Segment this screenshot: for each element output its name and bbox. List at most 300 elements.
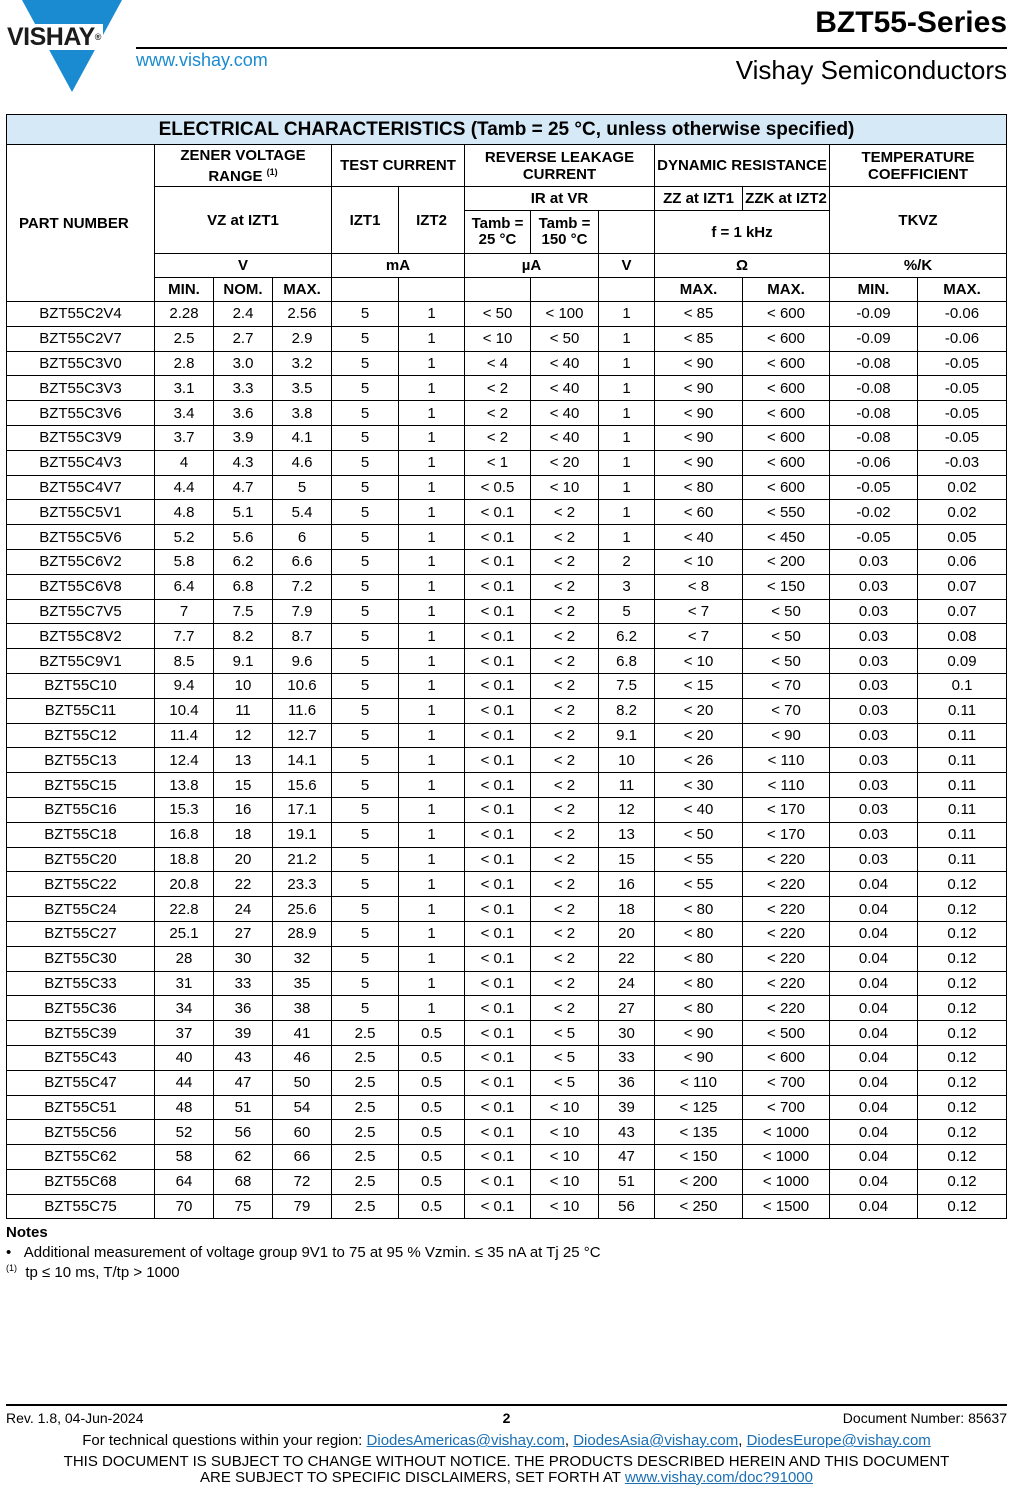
- value-cell: 47: [214, 1070, 273, 1095]
- value-cell: 6: [273, 525, 332, 550]
- table-row: [7, 1021, 1007, 1046]
- value-cell: 0.5: [399, 1021, 465, 1046]
- disclaimer: [6, 1454, 1007, 1486]
- value-cell: 6.2: [599, 624, 655, 649]
- value-cell: < 0.1: [465, 1120, 531, 1145]
- table-row: [7, 1070, 1007, 1095]
- value-cell: 1: [399, 773, 465, 798]
- value-cell: 0.12: [918, 1021, 1007, 1046]
- part-number-cell: BZT55C3V0: [7, 351, 155, 376]
- value-cell: < 0.1: [465, 624, 531, 649]
- value-cell: < 450: [743, 525, 830, 550]
- value-cell: 0.03: [830, 847, 918, 872]
- value-cell: < 2: [531, 624, 599, 649]
- value-cell: < 2: [531, 996, 599, 1021]
- value-cell: 9.4: [155, 673, 214, 698]
- part-number-cell: BZT55C15: [7, 773, 155, 798]
- value-cell: 10.6: [273, 673, 332, 698]
- value-cell: < 7: [655, 599, 743, 624]
- value-cell: 0.07: [918, 599, 1007, 624]
- value-cell: < 2: [531, 525, 599, 550]
- header-vz-at-izt1: VZ at IZT1: [155, 187, 332, 254]
- value-cell: -0.05: [918, 376, 1007, 401]
- value-cell: < 55: [655, 847, 743, 872]
- part-number-cell: BZT55C18: [7, 822, 155, 847]
- value-cell: 1: [399, 996, 465, 1021]
- value-cell: 0.04: [830, 872, 918, 897]
- value-cell: 36: [599, 1070, 655, 1095]
- value-cell: 7: [155, 599, 214, 624]
- value-cell: 2.5: [332, 1120, 399, 1145]
- value-cell: 9.6: [273, 649, 332, 674]
- value-cell: 4.1: [273, 425, 332, 450]
- value-cell: 48: [155, 1095, 214, 1120]
- table-row: [7, 500, 1007, 525]
- header-izt1: IZT1: [332, 187, 399, 254]
- value-cell: -0.06: [918, 302, 1007, 327]
- value-cell: < 0.1: [465, 872, 531, 897]
- table-row: [7, 1169, 1007, 1194]
- value-cell: 1: [399, 649, 465, 674]
- footer-rule: [6, 1404, 1007, 1406]
- value-cell: < 2: [531, 500, 599, 525]
- table-body: [7, 302, 1007, 1219]
- table-row: [7, 872, 1007, 897]
- value-cell: 0.03: [830, 797, 918, 822]
- value-cell: 6.8: [599, 649, 655, 674]
- value-cell: 0.03: [830, 649, 918, 674]
- value-cell: -0.05: [830, 475, 918, 500]
- value-cell: 39: [214, 1021, 273, 1046]
- value-cell: 5: [599, 599, 655, 624]
- revision: Rev. 1.8, 04-Jun-2024: [6, 1410, 144, 1426]
- table-row: [7, 723, 1007, 748]
- value-cell: 2.5: [332, 1045, 399, 1070]
- value-cell: 56: [214, 1120, 273, 1145]
- value-cell: 5: [332, 500, 399, 525]
- unit-pct-k: %/K: [830, 254, 1007, 278]
- disclaimer-line-2: [6, 1470, 1007, 1486]
- email-asia-link[interactable]: DiodesAsia@vishay.com: [573, 1432, 739, 1449]
- part-number-cell: BZT55C2V4: [7, 302, 155, 327]
- technical-contact-line: For technical questions within your region: DiodesAmericas@vishay.com, DiodesAsia@vishay.com, DiodesEurope@vishay.com: [82, 1432, 931, 1449]
- value-cell: 15.3: [155, 797, 214, 822]
- value-cell: < 10: [531, 1169, 599, 1194]
- value-cell: < 0.1: [465, 996, 531, 1021]
- value-cell: 1: [399, 698, 465, 723]
- value-cell: 18.8: [155, 847, 214, 872]
- value-cell: 12: [599, 797, 655, 822]
- website-link[interactable]: www.vishay.com: [136, 50, 268, 70]
- value-cell: < 0.1: [465, 599, 531, 624]
- value-cell: 33: [599, 1045, 655, 1070]
- value-cell: < 2: [465, 376, 531, 401]
- table-row: [7, 921, 1007, 946]
- value-cell: < 10: [465, 326, 531, 351]
- value-cell: 4: [155, 450, 214, 475]
- value-cell: < 1000: [743, 1145, 830, 1170]
- table-row: [7, 1120, 1007, 1145]
- value-cell: < 0.1: [465, 698, 531, 723]
- value-cell: < 2: [531, 673, 599, 698]
- value-cell: 10: [214, 673, 273, 698]
- value-cell: 5: [332, 723, 399, 748]
- value-cell: 5: [332, 599, 399, 624]
- value-cell: 52: [155, 1120, 214, 1145]
- value-cell: < 40: [531, 376, 599, 401]
- value-cell: 0.1: [918, 673, 1007, 698]
- value-cell: < 700: [743, 1095, 830, 1120]
- value-cell: -0.03: [918, 450, 1007, 475]
- value-cell: 38: [273, 996, 332, 1021]
- value-cell: 16.8: [155, 822, 214, 847]
- value-cell: < 10: [531, 1194, 599, 1219]
- value-cell: < 200: [743, 549, 830, 574]
- value-cell: 0.12: [918, 946, 1007, 971]
- value-cell: < 200: [655, 1169, 743, 1194]
- value-cell: 1: [399, 673, 465, 698]
- header-zener-voltage: ZENER VOLTAGE RANGE $^{(1)}$: [155, 145, 332, 187]
- value-cell: < 2: [531, 971, 599, 996]
- value-cell: 0.5: [399, 1194, 465, 1219]
- value-cell: -0.08: [830, 425, 918, 450]
- value-cell: 4.6: [273, 450, 332, 475]
- value-cell: 12: [214, 723, 273, 748]
- value-cell: < 90: [655, 450, 743, 475]
- table-row: [7, 401, 1007, 426]
- part-number-cell: BZT55C51: [7, 1095, 155, 1120]
- value-cell: < 5: [531, 1021, 599, 1046]
- value-cell: 5: [332, 326, 399, 351]
- value-cell: < 80: [655, 996, 743, 1021]
- value-cell: < 5: [531, 1070, 599, 1095]
- value-cell: 3.6: [214, 401, 273, 426]
- limit-blank: [399, 278, 465, 302]
- part-number-cell: BZT55C30: [7, 946, 155, 971]
- vishay-logo: VISHAY®: [7, 23, 101, 51]
- value-cell: < 90: [655, 425, 743, 450]
- value-cell: < 600: [743, 1045, 830, 1070]
- part-number-cell: BZT55C43: [7, 1045, 155, 1070]
- value-cell: 0.03: [830, 698, 918, 723]
- value-cell: -0.05: [918, 425, 1007, 450]
- value-cell: 30: [599, 1021, 655, 1046]
- value-cell: < 15: [655, 673, 743, 698]
- value-cell: -0.05: [918, 401, 1007, 426]
- notes-section: [6, 1224, 601, 1281]
- value-cell: 0.03: [830, 624, 918, 649]
- value-cell: < 220: [743, 872, 830, 897]
- value-cell: 13.8: [155, 773, 214, 798]
- value-cell: 5: [332, 897, 399, 922]
- value-cell: < 0.1: [465, 549, 531, 574]
- value-cell: 5: [332, 302, 399, 327]
- value-cell: < 0.5: [465, 475, 531, 500]
- value-cell: < 2: [531, 822, 599, 847]
- limit-tk-min: MIN.: [830, 278, 918, 302]
- header-part-number: PART NUMBER: [7, 145, 155, 302]
- value-cell: 0.04: [830, 1120, 918, 1145]
- value-cell: < 90: [655, 351, 743, 376]
- value-cell: 2.5: [332, 1169, 399, 1194]
- header-tamb-150: Tamb = 150 °C: [531, 211, 599, 254]
- value-cell: < 0.1: [465, 921, 531, 946]
- value-cell: 0.03: [830, 549, 918, 574]
- value-cell: 1: [399, 624, 465, 649]
- value-cell: 1: [399, 921, 465, 946]
- value-cell: 0.09: [918, 649, 1007, 674]
- table-row: [7, 897, 1007, 922]
- part-number-cell: BZT55C4V7: [7, 475, 155, 500]
- header-zz-at-izt1: ZZ at IZT1: [655, 187, 743, 211]
- part-number-cell: BZT55C8V2: [7, 624, 155, 649]
- table-row: [7, 1145, 1007, 1170]
- value-cell: < 70: [743, 673, 830, 698]
- value-cell: 15: [599, 847, 655, 872]
- value-cell: 0.03: [830, 822, 918, 847]
- value-cell: 0.04: [830, 1169, 918, 1194]
- value-cell: < 0.1: [465, 1070, 531, 1095]
- value-cell: 47: [599, 1145, 655, 1170]
- value-cell: < 40: [531, 425, 599, 450]
- value-cell: 1: [599, 401, 655, 426]
- value-cell: -0.05: [830, 525, 918, 550]
- value-cell: 20: [214, 847, 273, 872]
- value-cell: 5.1: [214, 500, 273, 525]
- value-cell: < 10: [531, 1095, 599, 1120]
- value-cell: 5: [332, 872, 399, 897]
- value-cell: 1: [599, 450, 655, 475]
- part-number-cell: BZT55C5V1: [7, 500, 155, 525]
- value-cell: < 70: [743, 698, 830, 723]
- part-number-cell: BZT55C10: [7, 673, 155, 698]
- value-cell: < 0.1: [465, 748, 531, 773]
- value-cell: < 80: [655, 946, 743, 971]
- part-number-cell: BZT55C36: [7, 996, 155, 1021]
- value-cell: 2.56: [273, 302, 332, 327]
- value-cell: 0.5: [399, 1120, 465, 1145]
- value-cell: 25.1: [155, 921, 214, 946]
- value-cell: < 80: [655, 475, 743, 500]
- value-cell: 23.3: [273, 872, 332, 897]
- value-cell: 14.1: [273, 748, 332, 773]
- value-cell: 0.11: [918, 797, 1007, 822]
- value-cell: 31: [155, 971, 214, 996]
- value-cell: < 0.1: [465, 1095, 531, 1120]
- value-cell: < 2: [531, 748, 599, 773]
- value-cell: 1: [599, 302, 655, 327]
- value-cell: < 2: [531, 773, 599, 798]
- disclaimer-link[interactable]: www.vishay.com/doc?91000: [624, 1469, 813, 1486]
- value-cell: 2.9: [273, 326, 332, 351]
- header-reverse-leakage: REVERSE LEAKAGE CURRENT: [465, 145, 655, 187]
- value-cell: < 90: [655, 1045, 743, 1070]
- value-cell: 6.4: [155, 574, 214, 599]
- page-header: [0, 0, 1029, 100]
- value-cell: 0.12: [918, 1070, 1007, 1095]
- value-cell: -0.08: [830, 351, 918, 376]
- value-cell: 5: [332, 649, 399, 674]
- value-cell: 50: [273, 1070, 332, 1095]
- value-cell: -0.08: [830, 376, 918, 401]
- unit-ua: µA: [465, 254, 599, 278]
- value-cell: 33: [214, 971, 273, 996]
- value-cell: < 2: [531, 599, 599, 624]
- part-number-cell: BZT55C3V3: [7, 376, 155, 401]
- value-cell: 8.2: [599, 698, 655, 723]
- value-cell: < 0.1: [465, 822, 531, 847]
- value-cell: 1: [399, 748, 465, 773]
- value-cell: < 220: [743, 971, 830, 996]
- value-cell: 1: [399, 401, 465, 426]
- value-cell: < 2: [531, 698, 599, 723]
- value-cell: < 600: [743, 450, 830, 475]
- table-row: [7, 773, 1007, 798]
- value-cell: 43: [214, 1045, 273, 1070]
- value-cell: 75: [214, 1194, 273, 1219]
- value-cell: 0.03: [830, 748, 918, 773]
- value-cell: 0.03: [830, 599, 918, 624]
- value-cell: < 0.1: [465, 897, 531, 922]
- value-cell: 16: [214, 797, 273, 822]
- value-cell: 40: [155, 1045, 214, 1070]
- value-cell: < 500: [743, 1021, 830, 1046]
- value-cell: 2.5: [332, 1145, 399, 1170]
- value-cell: 4.8: [155, 500, 214, 525]
- value-cell: 1: [399, 872, 465, 897]
- value-cell: 0.03: [830, 723, 918, 748]
- value-cell: 5: [332, 624, 399, 649]
- value-cell: 3.0: [214, 351, 273, 376]
- table-row: [7, 847, 1007, 872]
- value-cell: 8.2: [214, 624, 273, 649]
- table-row: [7, 475, 1007, 500]
- value-cell: 0.11: [918, 698, 1007, 723]
- value-cell: 0.12: [918, 872, 1007, 897]
- value-cell: 62: [214, 1145, 273, 1170]
- company-name: Vishay Semiconductors: [735, 55, 1007, 85]
- value-cell: 9.1: [214, 649, 273, 674]
- value-cell: < 600: [743, 326, 830, 351]
- part-number-cell: BZT55C24: [7, 897, 155, 922]
- value-cell: 0.05: [918, 525, 1007, 550]
- value-cell: < 50: [531, 326, 599, 351]
- value-cell: < 50: [743, 649, 830, 674]
- email-americas-link[interactable]: DiodesAmericas@vishay.com: [366, 1432, 565, 1449]
- part-number-cell: BZT55C11: [7, 698, 155, 723]
- part-number-cell: BZT55C39: [7, 1021, 155, 1046]
- value-cell: 28: [155, 946, 214, 971]
- value-cell: 1: [399, 351, 465, 376]
- value-cell: 5: [332, 847, 399, 872]
- header-rule: [136, 47, 1007, 49]
- value-cell: < 5: [531, 1045, 599, 1070]
- part-number-cell: BZT55C7V5: [7, 599, 155, 624]
- part-number-cell: BZT55C6V2: [7, 549, 155, 574]
- value-cell: 0.11: [918, 773, 1007, 798]
- value-cell: 17.1: [273, 797, 332, 822]
- value-cell: < 0.1: [465, 1194, 531, 1219]
- part-number-cell: BZT55C22: [7, 872, 155, 897]
- value-cell: 2.28: [155, 302, 214, 327]
- value-cell: < 26: [655, 748, 743, 773]
- value-cell: 2.5: [155, 326, 214, 351]
- value-cell: 27: [214, 921, 273, 946]
- value-cell: 0.12: [918, 1194, 1007, 1219]
- value-cell: 11: [599, 773, 655, 798]
- value-cell: < 0.1: [465, 847, 531, 872]
- part-number-cell: BZT55C56: [7, 1120, 155, 1145]
- value-cell: 1: [599, 425, 655, 450]
- value-cell: < 10: [531, 1145, 599, 1170]
- value-cell: < 170: [743, 822, 830, 847]
- value-cell: < 150: [655, 1145, 743, 1170]
- value-cell: 18: [599, 897, 655, 922]
- value-cell: < 50: [655, 822, 743, 847]
- value-cell: < 0.1: [465, 773, 531, 798]
- value-cell: < 80: [655, 971, 743, 996]
- value-cell: 1: [399, 450, 465, 475]
- value-cell: < 110: [655, 1070, 743, 1095]
- value-cell: < 2: [531, 723, 599, 748]
- series-title: BZT55-Series: [815, 6, 1007, 39]
- value-cell: 0.5: [399, 1145, 465, 1170]
- value-cell: 51: [214, 1095, 273, 1120]
- header-temp-coeff: TEMPERATURE COEFFICIENT: [830, 145, 1007, 187]
- value-cell: 46: [273, 1045, 332, 1070]
- value-cell: < 40: [655, 797, 743, 822]
- value-cell: 1: [399, 425, 465, 450]
- limit-blank: [531, 278, 599, 302]
- value-cell: 0.5: [399, 1169, 465, 1194]
- value-cell: 2.5: [332, 1021, 399, 1046]
- part-number-cell: BZT55C12: [7, 723, 155, 748]
- value-cell: 28.9: [273, 921, 332, 946]
- value-cell: 1: [599, 376, 655, 401]
- value-cell: 2.5: [332, 1194, 399, 1219]
- value-cell: < 1000: [743, 1120, 830, 1145]
- value-cell: < 250: [655, 1194, 743, 1219]
- value-cell: 0.12: [918, 1120, 1007, 1145]
- value-cell: 1: [399, 302, 465, 327]
- value-cell: 35: [273, 971, 332, 996]
- table-row: [7, 549, 1007, 574]
- value-cell: 5: [332, 450, 399, 475]
- header-ir-at-vr: IR at VR: [465, 187, 655, 211]
- value-cell: < 220: [743, 921, 830, 946]
- value-cell: 6.8: [214, 574, 273, 599]
- part-number-cell: BZT55C6V8: [7, 574, 155, 599]
- table-row: [7, 1095, 1007, 1120]
- value-cell: 0.12: [918, 996, 1007, 1021]
- value-cell: 68: [214, 1169, 273, 1194]
- value-cell: < 0.1: [465, 971, 531, 996]
- value-cell: 3.9: [214, 425, 273, 450]
- value-cell: < 600: [743, 425, 830, 450]
- value-cell: 1: [399, 376, 465, 401]
- value-cell: 2.5: [332, 1070, 399, 1095]
- value-cell: 1: [399, 723, 465, 748]
- value-cell: 1: [399, 897, 465, 922]
- part-number-cell: BZT55C62: [7, 1145, 155, 1170]
- value-cell: 0.04: [830, 1070, 918, 1095]
- value-cell: 1: [599, 351, 655, 376]
- table-row: [7, 946, 1007, 971]
- email-europe-link[interactable]: DiodesEurope@vishay.com: [746, 1432, 931, 1449]
- value-cell: 60: [273, 1120, 332, 1145]
- value-cell: 3.3: [214, 376, 273, 401]
- value-cell: 0.04: [830, 897, 918, 922]
